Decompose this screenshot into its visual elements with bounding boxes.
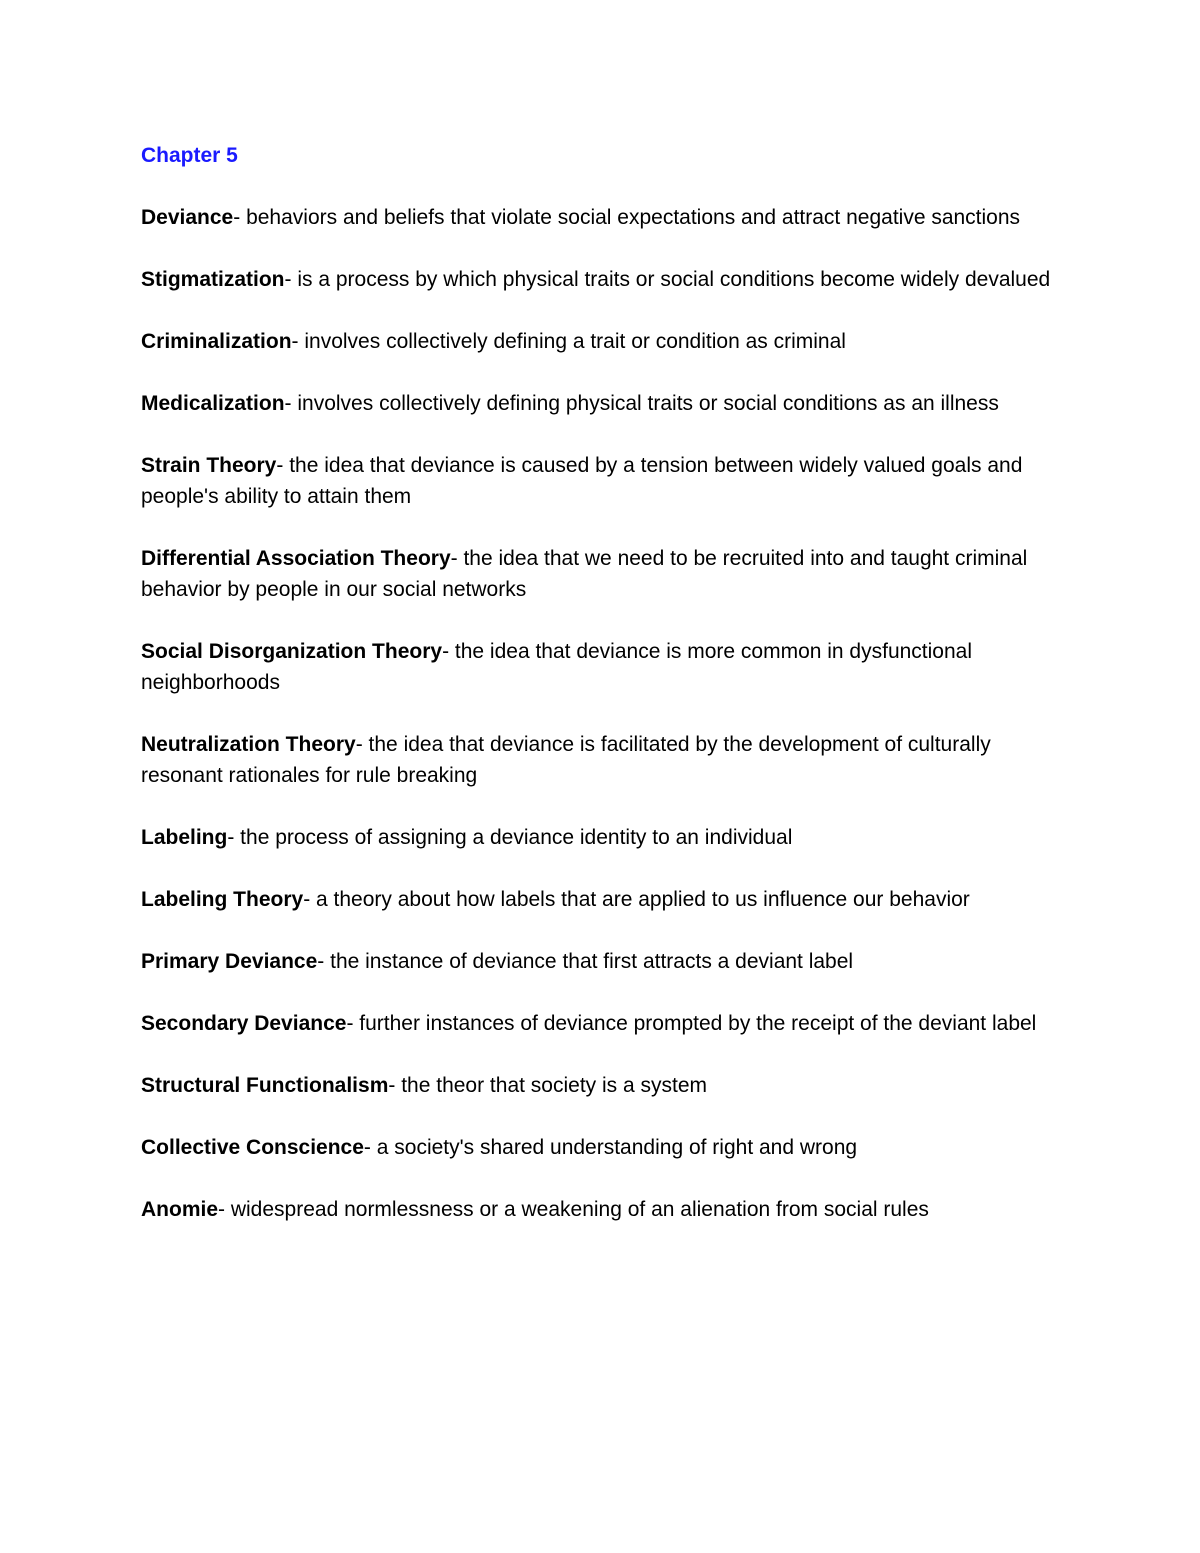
term-name: Structural Functionalism [141, 1074, 389, 1097]
term-separator: - [233, 206, 241, 229]
term-entry [141, 388, 1071, 419]
term-separator: - [218, 1198, 226, 1221]
term-definition: further instances of deviance prompted by the receipt of the deviant label [353, 1012, 1037, 1035]
term-name: Primary Deviance [141, 950, 318, 973]
term-separator: - [442, 640, 450, 663]
term-entry [141, 822, 1071, 853]
term-name: Criminalization [141, 330, 292, 353]
term-entry [141, 1008, 1071, 1039]
term-name: Medicalization [141, 392, 285, 415]
term-entry [141, 636, 1071, 698]
term-separator: - [276, 454, 284, 477]
term-entry [141, 543, 1071, 605]
term-definition: the instance of deviance that first attracts a deviant label [324, 950, 854, 973]
term-name: Strain Theory [141, 454, 277, 477]
term-definition: involves collectively defining physical traits or social conditions as an illness [291, 392, 999, 415]
term-definition: the idea that deviance is caused by a tension between widely valued goals and people's ability to attain them [141, 454, 1023, 508]
chapter-title: Chapter 5 [141, 144, 238, 167]
term-entry [141, 1070, 1071, 1101]
term-name: Anomie [141, 1198, 219, 1221]
term-separator: - [284, 268, 292, 291]
term-definition: behaviors and beliefs that violate social expectations and attract negative sanctions [240, 206, 1021, 229]
term-definition: the theor that society is a system [395, 1074, 708, 1097]
term-definition: involves collectively defining a trait or condition as criminal [298, 330, 846, 353]
term-entry [141, 1194, 1071, 1225]
term-entry [141, 946, 1071, 977]
term-name: Collective Conscience [141, 1136, 364, 1159]
term-entry [141, 884, 1071, 915]
term-entry [141, 202, 1071, 233]
term-separator: - [355, 733, 363, 756]
term-name: Differential Association Theory [141, 547, 451, 570]
term-name: Secondary Deviance [141, 1012, 347, 1035]
term-entry [141, 264, 1071, 295]
term-definition: the idea that deviance is facilitated by the development of culturally resonant rationales for rule breaking [141, 733, 991, 787]
document-content [141, 140, 1071, 1256]
term-separator: - [388, 1074, 396, 1097]
term-separator: - [346, 1012, 354, 1035]
term-name: Neutralization Theory [141, 733, 356, 756]
term-separator: - [303, 888, 311, 911]
term-definition: the idea that deviance is more common in dysfunctional neighborhoods [141, 640, 973, 694]
term-separator: - [284, 392, 292, 415]
term-separator: - [363, 1136, 371, 1159]
term-name: Deviance [141, 206, 234, 229]
term-definition: the idea that we need to be recruited into and taught criminal behavior by people in our social networks [141, 547, 1028, 601]
term-separator: - [450, 547, 458, 570]
term-entry [141, 326, 1071, 357]
term-definition: a theory about how labels that are applied to us influence our behavior [310, 888, 970, 911]
term-entry [141, 729, 1071, 791]
term-name: Labeling [141, 826, 228, 849]
term-entry [141, 1132, 1071, 1163]
term-definition: the process of assigning a deviance identity to an individual [234, 826, 793, 849]
term-definition: widespread normlessness or a weakening of an alienation from social rules [225, 1198, 929, 1221]
term-name: Stigmatization [141, 268, 285, 291]
term-definition: a society's shared understanding of right and wrong [370, 1136, 858, 1159]
term-separator: - [291, 330, 299, 353]
term-entry [141, 450, 1071, 512]
term-name: Social Disorganization Theory [141, 640, 443, 663]
term-name: Labeling Theory [141, 888, 304, 911]
term-definition: is a process by which physical traits or social conditions become widely devalued [291, 268, 1051, 291]
term-separator: - [317, 950, 325, 973]
term-separator: - [227, 826, 235, 849]
